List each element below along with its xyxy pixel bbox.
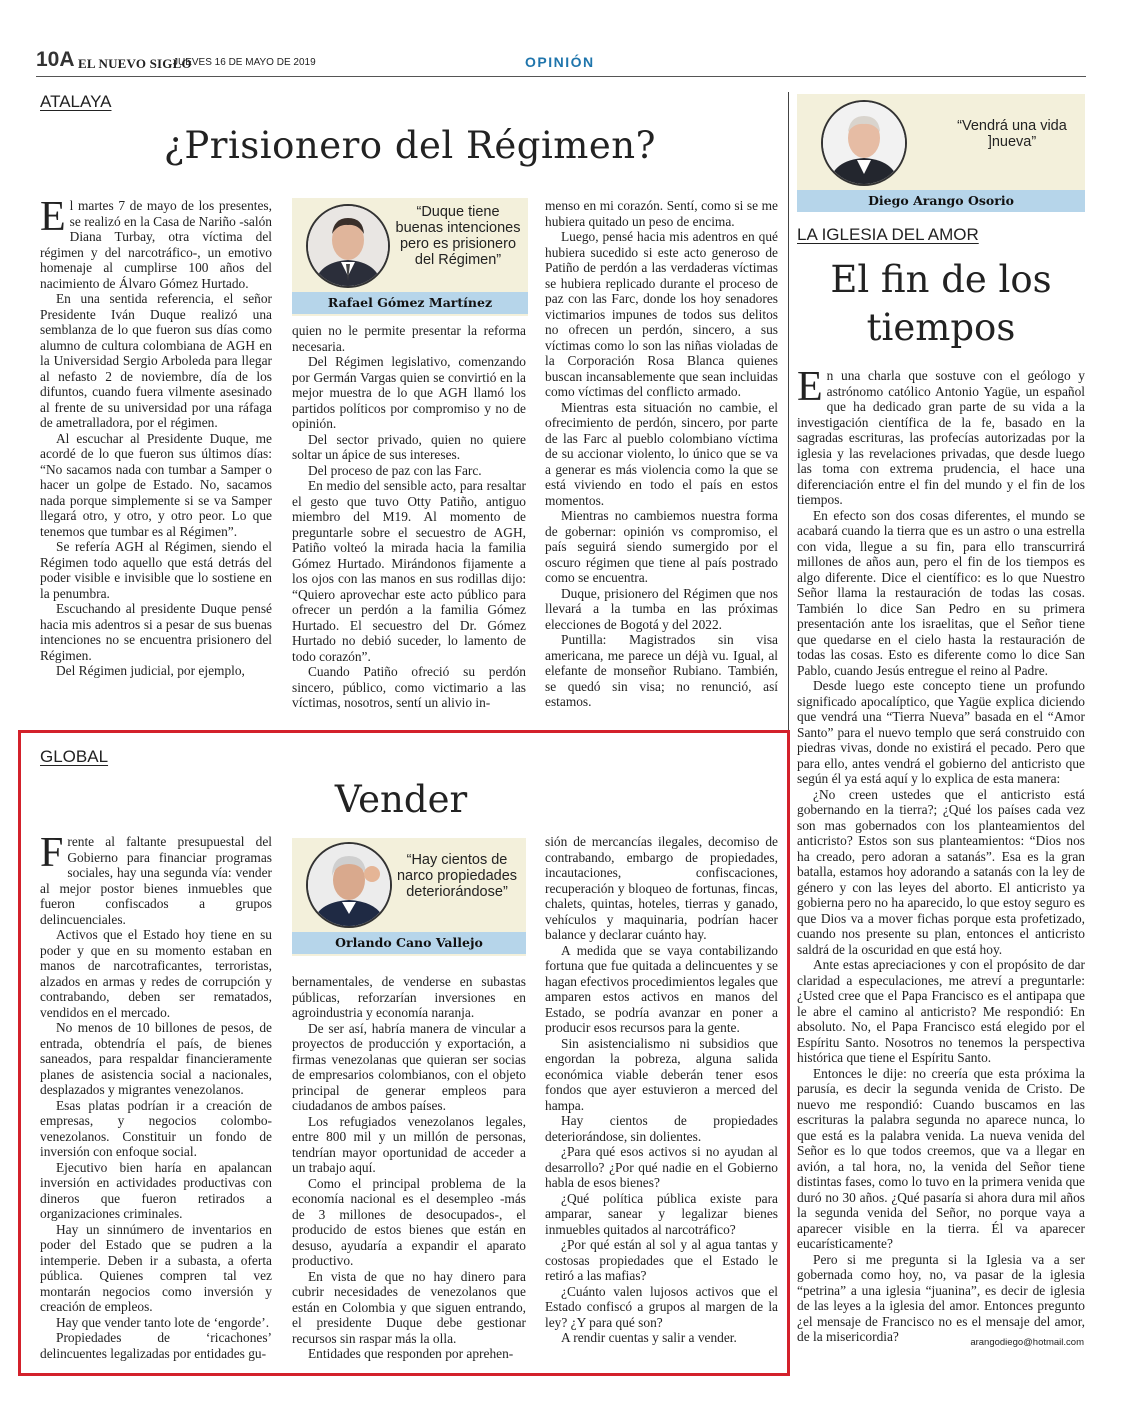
iglesia-p6: Entonces le dije: no creería que esta próxima la parusía, es decir la segunda venida de Cristo. De nuevo me respondió: Cuando buscamos en las escrituras la palabra segunda no aparece nunca, lo que está es la palabra venida. La nueva venida del Señor es lo que todos creemos, que va a llegar en avión, a tal hora, no, la venida del Señor tiene distintas fases, como lo tuvo en la primera venida que duró no 30 años. ¿Qué pasaría si ahora dura mil años la segunda venida del Señor, no porque vaya a aparecer visible en la tierra. Él va aparecer eucarísticamente? xyxy=(797,1065,1085,1251)
global-col2-p1: bernamentales, de venderse en subastas públicas, reforzarían inversiones en agroindustria y economía naranja. xyxy=(292,974,526,1020)
global-col3-p2: A medida que se vaya contabilizando fortuna que fue quitada a delincuentes y se hagan efectivos procedimientos legales que amparen estos activos en manos del Estado, se podría avanzar en poner a producir esos recursos para la gente. xyxy=(545,942,778,1035)
iglesia-pull-box xyxy=(797,94,1085,212)
newspaper-name: EL NUEVO SIGLO xyxy=(78,56,192,71)
issue-date: JUEVES 16 DE MAYO DE 2019 xyxy=(173,57,316,68)
atalaya-col2-p5: En medio del sensible acto, para resaltar el gesto que tuvo Otty Patiño, antiguo miembro del M19. Al momento de preguntarle sobre el secuestro de AGH, Patiño volteó la mirada hacia la familia Gómez Hurtado. Mirándonos fijamente a los ojos con las manos en sus rodillas dijo: “Quiero aprovechar este acto público para ofrecer un perdón a la familia Gómez Hurtado. El secuestro del Dr. Gómez Hurtado no debió suceder, lo lamento de todo corazón”. xyxy=(292,478,526,664)
global-kicker: GLOBAL xyxy=(40,747,109,766)
global-col1-p8: Propiedades de ‘ricachones’ delincuentes legalizadas por entidades gu- xyxy=(40,1330,272,1361)
atalaya-col2-p3: Del sector privado, quien no quiere soltar un ápice de sus intereses. xyxy=(292,431,526,462)
drop-cap: E xyxy=(40,194,66,240)
atalaya-col2-p6: Cuando Patiño ofreció su perdón sincero, público, como victimario a las víctimas, nosotros, sentí un alivio in- xyxy=(292,664,526,710)
global-col1-p2: Activos que el Estado hoy tiene en su poder y que en su momento estaban en manos de narcotraficantes, terroristas, alzados en armas y redes de corrupción y contrabando, deben ser rematados, vendidos en el mercado. xyxy=(40,927,272,1020)
atalaya-pull-quote: “Duque tiene buenas intenciones pero es prisionero del Régimen” xyxy=(395,204,521,268)
global-col3-p6: ¿Qué política pública existe para amparar, sanear y legalizar bienes inmuebles quitados al narcotráfico? xyxy=(545,1190,778,1237)
iglesia-pull-quote: “Vendrá una vida ]nueva” xyxy=(957,118,1067,150)
drop-cap: F xyxy=(40,830,64,876)
atalaya-col3-p1: menso en mi corazón. Sentí, como si se me hubiera quitado un peso de encima. xyxy=(545,198,778,229)
global-col3-p5: ¿Para qué esos activos si no ayudan al desarrollo? ¿Por qué nadie en el Gobierno habla de esos bienes? xyxy=(545,1144,778,1190)
global-column-1 xyxy=(40,830,272,1361)
column-divider xyxy=(788,92,789,772)
atalaya-col1-p2: En una sentida referencia, el señor Presidente Iván Duque realizó una semblanza de lo que fueron sus días como alumno de cultura colombiana de AGH en la Universidad Sergio Arboleda para llegar al nefasto 2 de noviembre, día de los difuntos, cuando fuera vilmente asesinado al frente de su universidad por una ráfaga de ametralladora, por el régimen. xyxy=(40,291,272,430)
masthead xyxy=(36,50,1086,77)
global-column-2 xyxy=(292,974,526,1361)
global-col1-p4: Esas platas podrían ir a creación de empresas, y negocios colombo-venezolanos. Constituir un fondo de inversión con enfoque social. xyxy=(40,1097,272,1159)
global-col1-p5: Ejecutivo bien haría en apalancan inversión en actividades productivas con dineros que fueron retirados a organizaciones criminales. xyxy=(40,1159,272,1221)
atalaya-col1-p3: Al escuchar al Presidente Duque, me acordé de lo que fueron sus últimos días: “No sacamos nada con tumbar a Samper o hacer un golpe de Estado. No, sacamos nada porque simplemente si se va Samper llegará otro, y otro, y otro peor. Lo que tenemos que tumbar es al Régimen”. xyxy=(40,430,272,539)
global-pull-box xyxy=(292,838,526,956)
global-col3-p7: ¿Por qué están al sol y al agua tantas y costosas propiedades que el Estado le retiró a las mafias? xyxy=(545,1237,778,1283)
atalaya-column-2 xyxy=(292,323,526,723)
global-col3-p1: sión de mercancías ilegales, decomiso de contrabando, embargo de propiedades, incautaciones, confiscaciones, recuperación y bloqueo de fortunas, fincas, chalets, quintas, hoteles, tierras y ganado, vehículos y maquinaria, podrían hacer balance y declarar cuánto hay. xyxy=(545,834,778,942)
atalaya-col3-p5: Duque, prisionero del Régimen que nos llevará a la tumba en las próximas elecciones de Bogotá y del 2022. xyxy=(545,585,778,632)
atalaya-headline: ¿Prisionero del Régimen? xyxy=(164,124,656,167)
iglesia-p5: Ante estas apreciaciones y con el propósito de dar claridad a especulaciones, me atreví a preguntarle: ¿Usted cree que el Papa Francisco es el antipapa que le abre el camino al anticristo? Me respondió: En absoluto. No, el Papa Francisco está elegido por el Espíritu Santo. Nosotros no tenemos la perspectiva histórica que tiene el Espíritu Santo. xyxy=(797,957,1085,1065)
global-col3-p4: Hay cientos de propiedades deteriorándose, sin dolientes. xyxy=(545,1113,778,1144)
global-col3-p3: Sin asistencialismo ni subsidios que engordan la pobreza, alguna salida económica viable deberán tener esos fondos que ayer estuvieron a merced del hampa. xyxy=(545,1035,778,1113)
global-col2-p4: Como el principal problema de la economía nacional es el desempleo -más de 3 millones de desocupados-, el producido de estos bienes que están en desuso, ayudaría a expandir el aparato productivo. xyxy=(292,1175,526,1268)
iglesia-p1: En una charla que sostuve con el geólogo y astrónomo católico Antonio Yagüe, un español que ha dedicado gran parte de su vida a la investigación científica de la fe, basado en la sagradas escrituras, las profecías autorizadas por la iglesia y las revelaciones privadas, que desde luego las toma con extrema prudencia, el hace una diferenciación entre el fin del mundo y el fin de los tiempos. xyxy=(797,364,1085,507)
atalaya-pull-box xyxy=(292,198,528,316)
author-photo xyxy=(306,204,390,288)
global-pull-quote: “Hay cientos de narco propiedades deteriorándose” xyxy=(396,852,518,900)
page-number: 10A xyxy=(36,48,75,71)
iglesia-p3: Desde luego este concepto tiene un profundo significado apocalíptico, que Yagüe explica diciendo que vendrá una “Tierra Nueva” basada en el “Amor Santo” para el nuevo templo que será construido con piedras vivas, donde no existirá el pecado. Pero que para ello, antes vendrá el gobierno del anticristo que según él ya está aquí y lo explica de esta manera: xyxy=(797,678,1085,786)
global-col2-p2: De ser así, habría manera de vincular a proyectos de producción y exportación, a firmas venezolanas que quieran ser socias de empresarios colombianos, con el objeto principal de generar empleos para ciudadanos de ambos países. xyxy=(292,1020,526,1113)
iglesia-author-name: Diego Arango Osorio xyxy=(797,190,1085,212)
atalaya-col1-p1: El martes 7 de mayo de los presentes, se realizó en la Casa de Nariño -salón Diana Turbay, otra víctima del régimen y del narcotráfico-, un emotivo homenaje al cumplirse 100 años del nacimiento de Álvaro Gómez Hurtado. xyxy=(40,194,272,291)
author-photo xyxy=(306,842,392,928)
global-author-name: Orlando Cano Vallejo xyxy=(292,932,526,954)
headline-line-2: tiempos xyxy=(866,306,1016,349)
atalaya-col1-p6: Del Régimen judicial, por ejemplo, xyxy=(56,663,245,678)
iglesia-headline xyxy=(797,256,1085,352)
iglesia-p7: Pero si me pregunta si la Iglesia va a ser gobernada como hoy, no, va pasar de la iglesia “petrina” a una iglesia “juanina”, es decir de iglesia de las leyes a la iglesia del amor. Entonces pregunto ¿el mensaje de Francisco no es el mensaje del amor, de la misericordia? xyxy=(797,1251,1085,1344)
author-email: arangodiego@hotmail.com xyxy=(970,1337,1084,1348)
global-col2-p6: Entidades que responden por aprehen- xyxy=(308,1346,514,1361)
atalaya-kicker: ATALAYA xyxy=(40,92,112,111)
iglesia-p4: ¿No creen ustedes que el anticristo está gobernando en la tierra?; ¿Qué los países cada vez son mas gobernados con los planteamientos del anticristo? Estos son sus planteamientos: “Dios nos ha creado, pero adoran a satanás”. Esa es la gran batalla, estamos hoy adorando a satanás con la ley de género y con las leyes del aborto. El anticristo ya gobierna pero no ha aparecido, lo que estoy seguro es que Dios va a mover fichas porque esta profetizado, cuando nos presente su plan, entonces el anticristo saldrá de la oscuridad en que está hoy. xyxy=(797,786,1085,957)
global-col1-p7: Hay que vender tanto lote de ‘engorde’. xyxy=(56,1314,270,1330)
global-col1-p6: Hay un sinnúmero de inventarios en poder del Estado que se pudren a la intemperie. Deben ir a subasta, a oferta pública. Quienes compren tal vez montarán negocios como inversión y creación de empleos. xyxy=(40,1221,272,1314)
global-col1-p3: No menos de 10 billones de pesos, de entrada, obtendría el país, de bienes saneados, para respaldar financieramente planes de asistencia social a nacionales, desplazados y migrantes venezolanos. xyxy=(40,1020,272,1097)
atalaya-col1-p4: Se refería AGH al Régimen, siendo el Régimen todo aquello que está detrás del poder visible e invisible que lo sostiene en la penumbra. xyxy=(40,539,272,601)
section-title: OPINIÓN xyxy=(525,54,595,70)
atalaya-col2-p2: Del Régimen legislativo, comenzando por Germán Vargas quien se convirtió en la mejor muestra de lo que AGH llamó los partidos políticos por compromiso y no de opinión. xyxy=(292,354,526,431)
atalaya-author-name: Rafael Gómez Martínez xyxy=(292,292,528,314)
atalaya-col3-p4: Mientras no cambiemos nuestra forma de gobernar: opinión vs compromiso, el país seguirá siendo sumergido por el oscuro régimen que tiene al país postrado como se encuentra. xyxy=(545,508,778,585)
atalaya-column-3 xyxy=(545,198,778,723)
global-column-3 xyxy=(545,834,778,1349)
atalaya-col3-p3: Mientras esta situación no cambie, el ofrecimiento de perdón, sincero, por parte de las Farc al pueblo colombiano víctima de su accionar violento, lo único que se va a generar es más violencia como la que se está viviendo en todo el país en estos momentos. xyxy=(545,399,778,508)
atalaya-col1-p5: Escuchando al presidente Duque pensé hacia mis adentros si a pesar de sus buenas intenciones no se encuentra prisionero del Régimen. xyxy=(40,601,272,663)
atalaya-col2-p1: quien no le permite presentar la reforma necesaria. xyxy=(292,323,526,354)
atalaya-col3-p2: Luego, pensé hacia mis adentros en qué hubiera sucedido si este acto generoso de Patiño de perdón a las verdaderas víctimas se hubiera replicado durante el proceso de paz con las Farc, donde los hoy senadores victimarios impunes de todos sus delitos no ofrecen un perdón, sincero, a sus víctimas como lo son las niñas violadas de la Corporación Rosa Blanca quienes buscan incansablemente que sean incluidas como víctimas del conflicto armado. xyxy=(545,229,778,399)
iglesia-p2: En efecto son dos cosas diferentes, el mundo se acabará cuando la tierra que es un astro o una estrella con vida, llegue a su fin, para ello transcurrirá millones de años aun, pero el fin de los tiempos es algo diferente. Dice el científico: es lo que Nuestro Señor llama la restauración de todas las cosas. También lo dice San Pedro en su primera presentación ante los israelitas, que el Señor tiene que quedarse en el cielo hasta la restauración de todas las cosas. Esto es diferente como lo dice San Pablo, cuando Jesús entregue el reino al Padre. xyxy=(797,507,1085,678)
global-col3-p8: ¿Cuánto valen lujosos activos que el Estado confiscó a grupos al margen de la ley? ¿Y para qué son? xyxy=(545,1283,778,1330)
drop-cap: E xyxy=(797,364,823,410)
global-col3-p9: A rendir cuentas y salir a vender. xyxy=(561,1330,737,1345)
atalaya-column-1 xyxy=(40,194,272,723)
author-photo xyxy=(821,100,907,186)
global-col2-p3: Los refugiados venezolanos legales, entre 800 mil y un millón de personas, tendrían mayor oportunidad de acceder a un trabajo aquí. xyxy=(292,1113,526,1175)
global-col1-p1: Frente al faltante presupuestal del Gobierno para financiar programas sociales, hay una segunda vía: vender al mejor postor bienes inmuebles que fueron confiscados a grupos delincuenciales. xyxy=(40,830,272,927)
iglesia-kicker: LA IGLESIA DEL AMOR xyxy=(797,225,979,244)
atalaya-col3-p6: Puntilla: Magistrados sin visa americana, me parece un déjà vu. Igual, al elefante de monseñor Rubiano. También, se quedó sin visa; no renunció, así estamos. xyxy=(545,632,778,709)
atalaya-col2-p4: Del proceso de paz con las Farc. xyxy=(308,462,482,478)
global-col2-p5: En vista de que no hay dinero para cubrir necesidades de venezolanos que están en Colombia y que siguen entrando, el presidente Duque debe gestionar recursos sin raspar más la olla. xyxy=(292,1268,526,1346)
headline-line-1: El fin de los xyxy=(830,258,1052,301)
global-headline: Vender xyxy=(334,778,468,821)
